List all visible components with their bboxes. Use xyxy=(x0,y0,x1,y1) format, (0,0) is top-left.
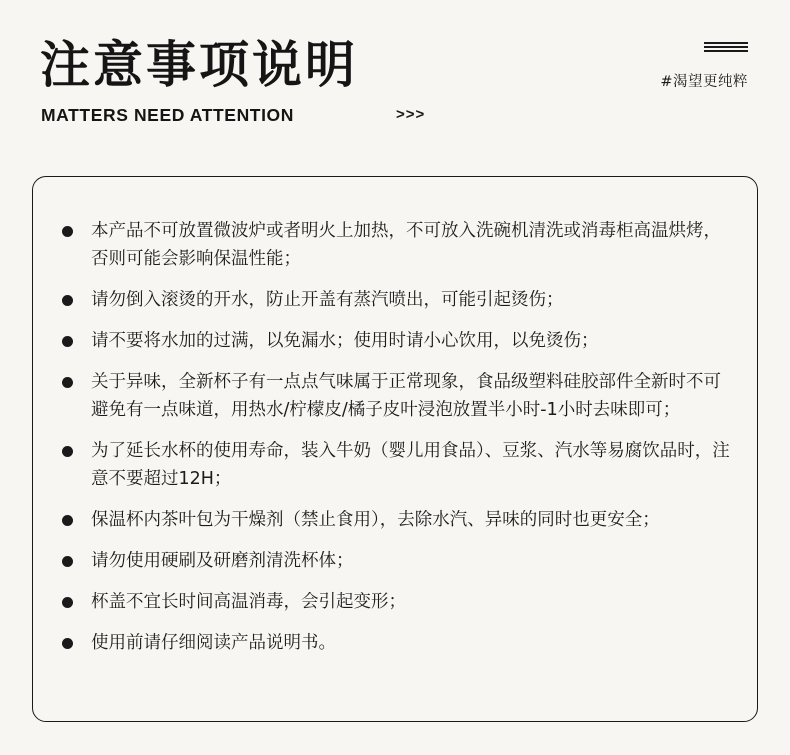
note-text: 关于异味，全新杯子有一点点气味属于正常现象，食品级塑料硅胶部件全新时不可避免有一点味道，用热水/柠檬皮/橘子皮叶浸泡放置半小时-1小时去味即可； xyxy=(91,372,721,420)
line-decoration xyxy=(704,50,748,52)
note-item xyxy=(33,629,733,657)
bullet-icon xyxy=(62,446,73,457)
bullet-icon xyxy=(62,226,73,237)
bullet-icon xyxy=(62,377,73,388)
line-decoration xyxy=(704,42,748,44)
arrows-decoration: >>> xyxy=(396,106,426,123)
note-item xyxy=(33,368,733,424)
note-item xyxy=(33,286,733,314)
three-lines-icon xyxy=(704,42,748,56)
notes-list xyxy=(33,177,757,657)
bullet-icon xyxy=(62,336,73,347)
bullet-icon xyxy=(62,515,73,526)
note-item xyxy=(33,437,733,493)
note-text: 保温杯内茶叶包为干燥剂（禁止食用），去除水汽、异味的同时也更安全； xyxy=(91,510,660,530)
note-item xyxy=(33,327,733,355)
note-text: 本产品不可放置微波炉或者明火上加热，不可放入洗碗机清洗或消毒柜高温烘烤，否则可能会影响保温性能； xyxy=(91,221,721,269)
note-text: 杯盖不宜长时间高温消毒，会引起变形； xyxy=(91,592,406,612)
note-text: 为了延长水杯的使用寿命，装入牛奶（婴儿用食品）、豆浆、汽水等易腐饮品时，注意不要超过12H； xyxy=(91,441,730,489)
note-text: 请勿使用硬刷及研磨剂清洗杯体； xyxy=(91,551,354,571)
page-subtitle: MATTERS NEED ATTENTION xyxy=(41,105,295,125)
line-decoration xyxy=(704,46,748,48)
note-item xyxy=(33,547,733,575)
page-title: 注意事项说明 xyxy=(40,36,358,94)
note-item xyxy=(33,217,733,273)
note-item xyxy=(33,588,733,616)
note-text: 使用前请仔细阅读产品说明书。 xyxy=(91,633,336,653)
note-item xyxy=(33,506,733,534)
bullet-icon xyxy=(62,638,73,649)
bullet-icon xyxy=(62,556,73,567)
note-text: 请不要将水加的过满，以免漏水；使用时请小心饮用，以免烫伤； xyxy=(91,331,599,351)
bullet-icon xyxy=(62,295,73,306)
note-text: 请勿倒入滚烫的开水，防止开盖有蒸汽喷出，可能引起烫伤； xyxy=(91,290,564,310)
bullet-icon xyxy=(62,597,73,608)
notes-card xyxy=(32,176,758,722)
slogan-tag: #渴望更纯粹 xyxy=(660,74,748,90)
